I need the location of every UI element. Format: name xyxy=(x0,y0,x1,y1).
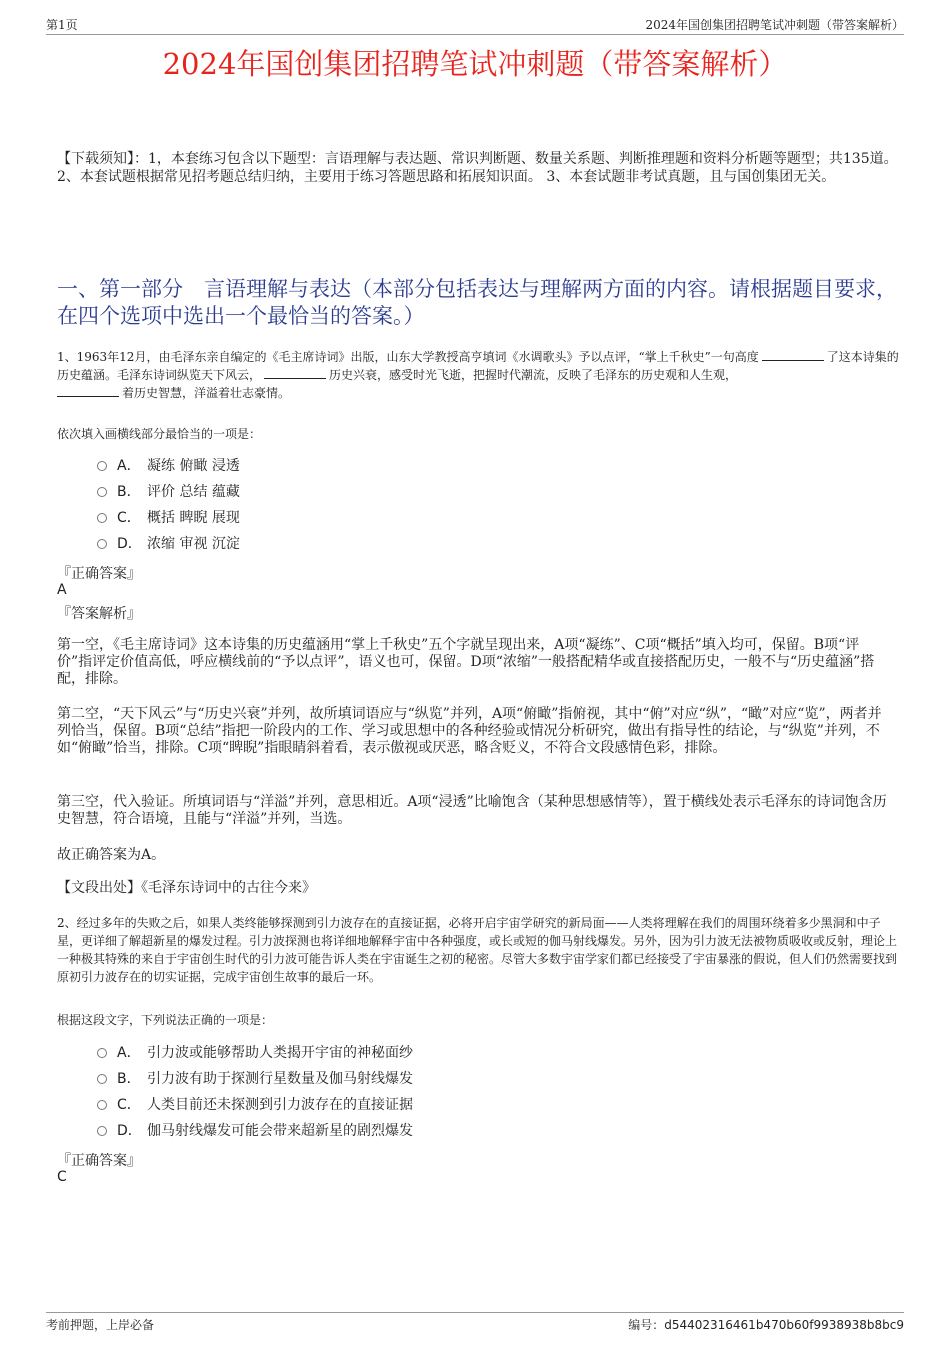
q1-analysis-paragraph: 第一空，《毛主席诗词》这本诗集的历史蕴涵用“掌上千秋史”五个字就呈现出来，A项“凝练”、C项“概括”填入均可，保留。B项“评价”指评定价值高低，呼应横线前的“予以点评”，语义也可，保留。D项“浓缩”一般搭配精华或直接搭配历史，一般不与“历史蕴涵”搭配，排除。 xyxy=(57,637,875,687)
q1-answer: A xyxy=(57,582,67,598)
q1-option-c[interactable]: C． 概括 睥睨 展现 xyxy=(97,508,240,528)
q2-option-a[interactable]: A． 引力波或能够帮助人类揭开宇宙的神秘面纱 xyxy=(97,1043,413,1063)
q1-stem-part-a: 1、1963年12月，由毛泽东亲自编定的《毛主席诗词》出版，山东大学教授高亨填词《水调歌头》予以点评，“掌上千秋史”一句高度 xyxy=(57,350,759,364)
q1-stem-part-c: 历史兴衰，感受时光飞逝，把握时代潮流，反映了毛泽东的历史观和人生观， xyxy=(329,368,738,382)
footer-code: 编号：d54402316461b470b60f9938938b8bc9 xyxy=(628,1318,904,1332)
radio-icon[interactable] xyxy=(97,539,107,549)
page-header xyxy=(46,14,904,35)
radio-icon[interactable] xyxy=(97,461,107,471)
q1-analysis-paragraph: 第三空，代入验证。所填词语与“洋溢”并列，意思相近。A项“浸透”比喻饱含（某种思想感情等），置于横线处表示毛泽东的诗词饱含历史智慧，符合语境，且能与“洋溢”并列，当选。 xyxy=(57,794,887,827)
radio-icon[interactable] xyxy=(97,1126,107,1136)
q1-analysis-paragraph: 第二空，“天下风云”与“历史兴衰”并列，故所填词语应与“纵览”并列，A项“俯瞰”指俯视，其中“俯”对应“纵”，“瞰”对应“览”，两者并列恰当，保留。B项“总结”指把一阶段内的工作、学习或思想中的各种经验或情况分析研究，做出有指导性的结论，与“纵览”并列，不如“俯瞰”恰当，排除。C项“睥睨”指眼睛斜着看，表示傲视或厌恶，略含贬义，不符合文段感情色彩，排除。 xyxy=(57,706,882,756)
radio-icon[interactable] xyxy=(97,1100,107,1110)
question-1-stem xyxy=(57,348,902,402)
q1-analysis-label: 『答案解析』 xyxy=(57,606,141,622)
footer-slogan: 考前押题，上岸必备 xyxy=(46,1318,155,1332)
answer-blank-3 xyxy=(57,384,119,397)
q2-answer-label: 『正确答案』 xyxy=(57,1153,141,1169)
header-doc-title: 2024年国创集团招聘笔试冲刺题（带答案解析） xyxy=(645,18,904,32)
q2-option-b[interactable]: B． 引力波有助于探测行星数量及伽马射线爆发 xyxy=(97,1069,413,1089)
q2-option-c[interactable]: C． 人类目前还未探测到引力波存在的直接证据 xyxy=(97,1095,413,1115)
radio-icon[interactable] xyxy=(97,1048,107,1058)
q2-answer: C xyxy=(57,1169,67,1185)
page-footer xyxy=(46,1312,904,1333)
answer-blank-1 xyxy=(762,348,824,361)
q1-stem-part-d: 着历史智慧，洋溢着壮志豪情。 xyxy=(122,386,291,400)
radio-icon[interactable] xyxy=(97,513,107,523)
q1-answer-label: 『正确答案』 xyxy=(57,566,141,582)
section-heading: 一、第一部分 言语理解与表达（本部分包括表达与理解两方面的内容。请根据题目要求，在四个选项中选出一个最恰当的答案。） xyxy=(57,277,897,328)
q1-option-a[interactable]: A． 凝练 俯瞰 浸透 xyxy=(97,456,240,476)
q2-option-d[interactable]: D． 伽马射线爆发可能会带来超新星的剧烈爆发 xyxy=(97,1121,413,1141)
radio-icon[interactable] xyxy=(97,487,107,497)
q1-analysis-paragraph: 故正确答案为A。 xyxy=(57,847,166,863)
radio-icon[interactable] xyxy=(97,1074,107,1084)
q1-option-d[interactable]: D． 浓缩 审视 沉淀 xyxy=(97,534,240,554)
q1-prompt: 依次填入画横线部分最恰当的一项是： xyxy=(57,427,262,441)
q1-source: 【文段出处】《毛泽东诗词中的古往今来》 xyxy=(57,880,316,896)
q2-prompt: 根据这段文字，下列说法正确的一项是： xyxy=(57,1013,274,1027)
page-number: 第1页 xyxy=(46,18,78,32)
answer-blank-2 xyxy=(264,366,326,379)
download-notice: 【下载须知】：1，本套练习包含以下题型：言语理解与表达题、常识判断题、数量关系题、判断推理题和资料分析题等题型；共135道。 2、本套试题根据常见招考题总结归纳，主要用于练习答题思路和拓展知识面。 3、本套试题非考试真题，且与国创集团无关。 xyxy=(57,151,898,185)
question-2-stem: 2、经过多年的失败之后，如果人类终能够探测到引力波存在的直接证据，必将开启宇宙学研究的新局面——人类将理解在我们的周围环绕着多少黑洞和中子星，更详细了解超新星的爆发过程。引力波探测也将详细地解释宇宙中各种强度，或长或短的伽马射线爆发。另外，因为引力波无法被物质吸收或反射，理论上一种极其特殊的来自于宇宙创生时代的引力波可能告诉人类在宇宙诞生之初的秘密。尽管大多数宇宙学家们都已经接受了宇宙暴涨的假说，但人们仍然需要找到原初引力波存在的切实证据，完成宇宙创生故事的最后一环。 xyxy=(57,916,898,984)
document-title: 2024年国创集团招聘笔试冲刺题（带答案解析） xyxy=(162,47,788,81)
q1-stem-part-b: 了这本诗集的历史蕴涵。毛泽东诗词纵览天下风云， xyxy=(57,350,899,382)
q1-option-b[interactable]: B． 评价 总结 蕴藏 xyxy=(97,482,240,502)
